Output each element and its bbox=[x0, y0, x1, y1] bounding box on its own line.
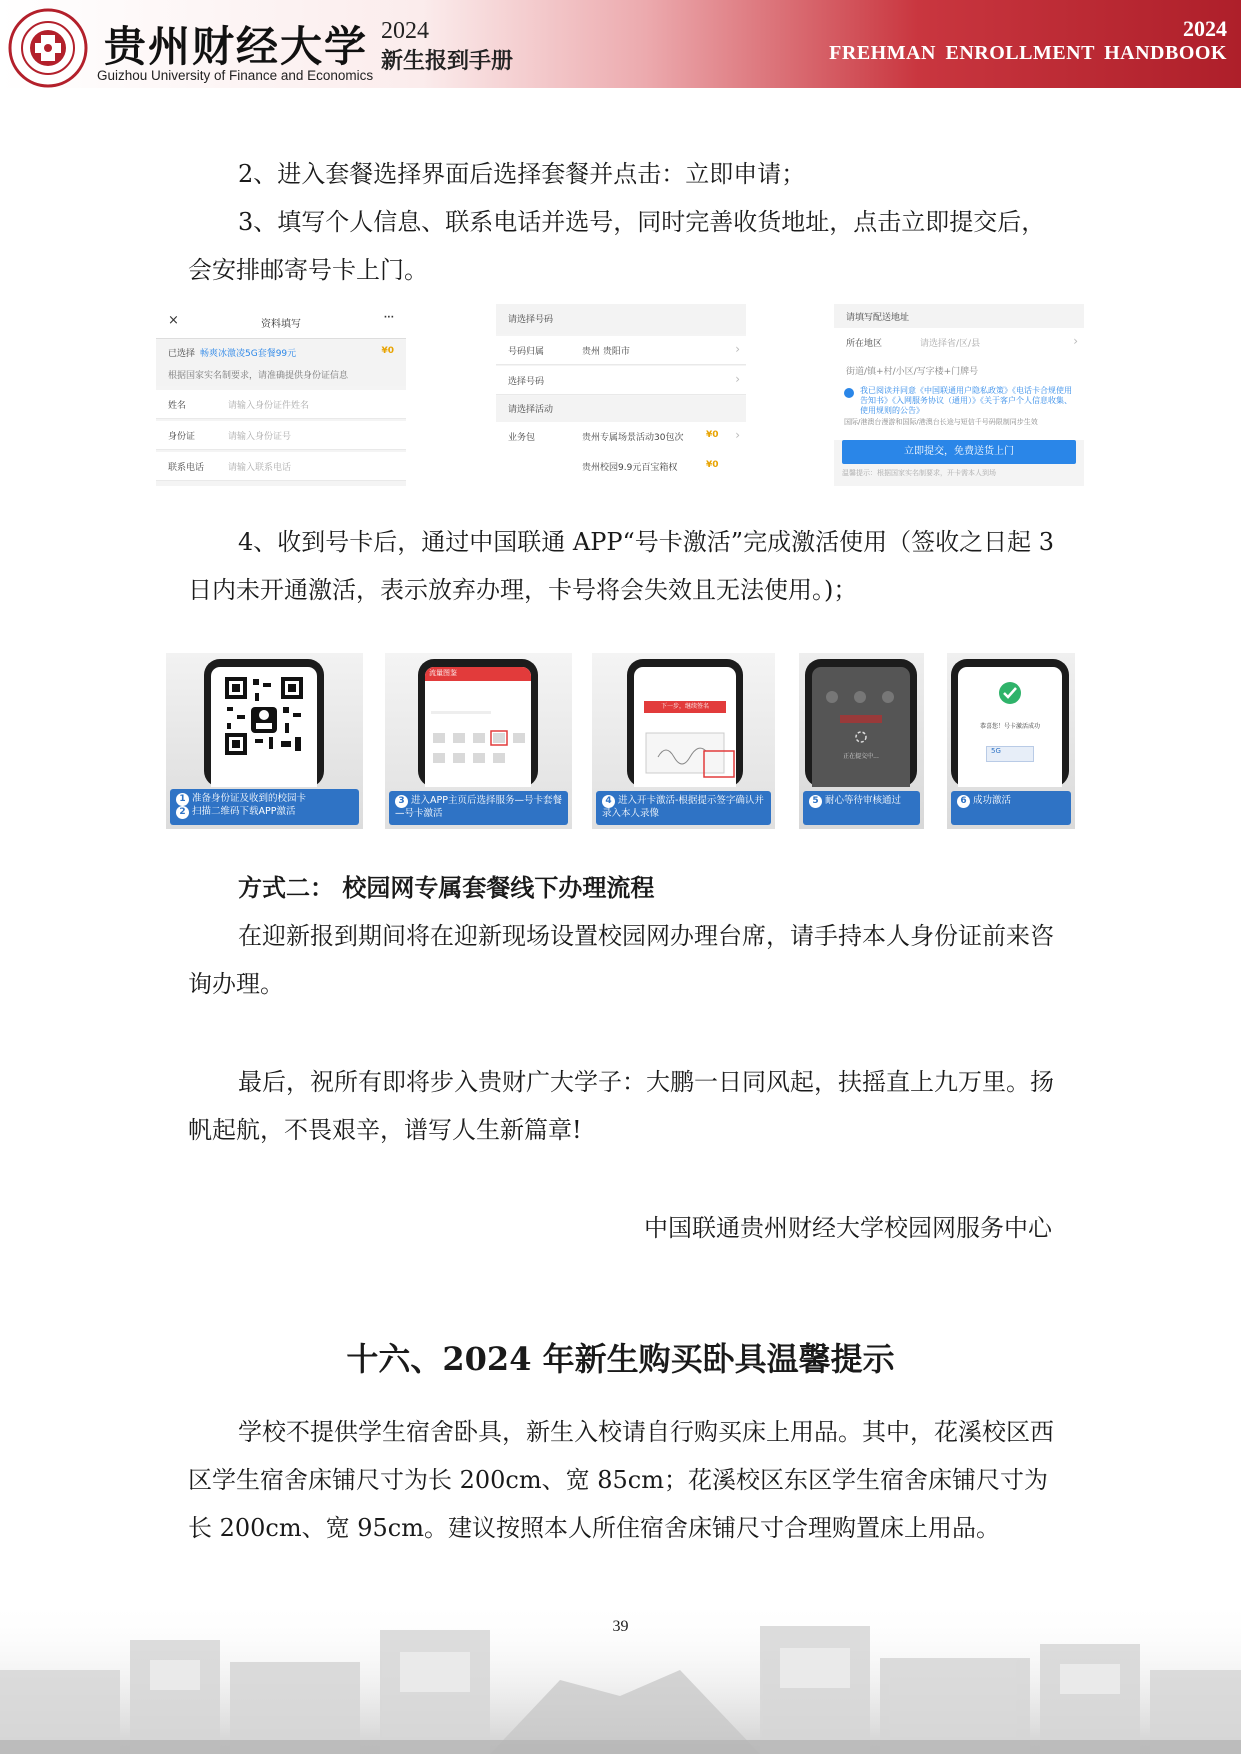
number-region-row[interactable] bbox=[496, 336, 746, 365]
university-seal-logo bbox=[8, 8, 88, 88]
number-section-header bbox=[496, 304, 746, 334]
signature-pad-icon bbox=[634, 713, 736, 783]
agreement-row[interactable] bbox=[834, 384, 1084, 440]
step-number: 4 bbox=[602, 795, 615, 808]
address-screenshot bbox=[834, 304, 1084, 486]
form-topbar bbox=[156, 304, 406, 339]
row-label: 选择号码 bbox=[508, 377, 545, 387]
field-label: 身份证 bbox=[168, 432, 196, 442]
selected-price: ¥0 bbox=[381, 346, 394, 356]
step-label bbox=[596, 791, 771, 825]
step-number: 1 bbox=[176, 793, 189, 806]
step-number: 2 bbox=[176, 806, 189, 819]
row-label: 号码归属 bbox=[508, 347, 545, 357]
step-text: 成功激活 bbox=[973, 795, 1012, 806]
biz-item-name: 贵州校园9.9元百宝箱权 bbox=[582, 463, 678, 473]
phone-frame bbox=[204, 659, 324, 787]
page-number: 39 bbox=[612, 1618, 629, 1635]
step-number: 5 bbox=[809, 795, 822, 808]
chevron-right-icon: › bbox=[1073, 334, 1078, 348]
success-check-icon bbox=[958, 667, 1062, 717]
step-3-text: 3、填写个人信息、联系电话并选号，同时完善收货地址，点击立即提交后，会安排邮寄号卡上门。 bbox=[188, 208, 1046, 284]
phone-frame bbox=[418, 659, 538, 787]
biz-item-price: ¥0 bbox=[706, 460, 719, 470]
form-field-phone[interactable] bbox=[156, 452, 406, 481]
bedding-text: 学校不提供学生宿舍卧具，新生入校请自行购买床上用品。其中，花溪校区西区学生宿舍床铺尺寸为长 200cm、宽 85cm；花溪校区东区学生宿舍床铺尺寸为长 200cm、宽 95cm。建议按照本人所住宿舍床铺尺寸合理购置床上用品。 bbox=[188, 1418, 1054, 1542]
address-section-header bbox=[834, 304, 1084, 328]
activation-step-6 bbox=[947, 653, 1075, 829]
chevron-right-icon: › bbox=[735, 428, 740, 442]
closing-text: 最后，祝所有即将步入贵财广大学子：大鹏一日同风起，扶摇直上九万里。扬帆起航，不畏艰辛，谱写人生新篇章! bbox=[188, 1068, 1054, 1144]
notice-row bbox=[156, 364, 406, 386]
university-name-cn: 贵州财经大学 bbox=[104, 22, 369, 71]
phone-frame bbox=[627, 659, 743, 787]
biz-package-row[interactable] bbox=[496, 422, 746, 486]
step-label bbox=[951, 791, 1071, 825]
biz-item-name: 贵州专属场景活动30包次 bbox=[582, 433, 684, 443]
check-icon[interactable] bbox=[844, 388, 854, 398]
phone-screen bbox=[211, 667, 317, 787]
activation-step-3 bbox=[385, 653, 572, 829]
phone-frame bbox=[805, 659, 917, 787]
notice-text: 根据国家实名制要求，请准确提供身份证信息 bbox=[168, 371, 349, 381]
chevron-right-icon: › bbox=[735, 372, 740, 386]
selected-plan-row bbox=[156, 340, 406, 364]
field-placeholder: 请输入身份证号 bbox=[228, 432, 292, 442]
step-number: 3 bbox=[395, 795, 408, 808]
agreement-note: 国际/港澳台漫游和国际/港澳台长途与短信千号码限制同步生效 bbox=[844, 418, 1038, 426]
field-label: 姓名 bbox=[168, 401, 187, 411]
form-field-name[interactable] bbox=[156, 390, 406, 419]
activity-section-header bbox=[496, 396, 746, 422]
signature: 中国联通贵州财经大学校园网服务中心 bbox=[644, 1214, 1052, 1242]
step-label bbox=[170, 789, 359, 825]
phone-screen bbox=[812, 667, 910, 787]
section-label: 请选择号码 bbox=[508, 315, 554, 325]
selected-plan: 畅爽冰激凌5G套餐99元 bbox=[200, 349, 297, 359]
activation-step-1 bbox=[166, 653, 363, 829]
number-screenshot bbox=[496, 304, 746, 486]
step-text: 进入开卡激活-根据提示签字确认并录入本人录像 bbox=[602, 795, 764, 819]
submit-button[interactable]: 立即提交，免费送货上门 bbox=[842, 440, 1076, 464]
form-title: 资料填写 bbox=[261, 319, 301, 330]
row-placeholder: 请选择省/区/县 bbox=[920, 339, 981, 349]
step-text: 准备身份证及收到的校园卡 bbox=[192, 793, 307, 804]
section-label: 请选择活动 bbox=[508, 405, 554, 415]
number-select-row[interactable] bbox=[496, 366, 746, 395]
next-sign-button: 下一步，继续签名 bbox=[644, 701, 726, 713]
header-right-year: 2024 bbox=[1183, 16, 1227, 41]
form-screenshot bbox=[156, 304, 406, 486]
app-tab-bar: 流量图鉴 bbox=[425, 667, 531, 681]
phone-screen bbox=[425, 667, 531, 787]
sim-card-icon: 5G bbox=[986, 746, 1034, 762]
step-text: 扫描二维码下载APP激活 bbox=[192, 806, 296, 817]
step-text: 耐心等待审核通过 bbox=[825, 795, 902, 806]
form-field-id[interactable] bbox=[156, 421, 406, 450]
phone-screen bbox=[958, 667, 1062, 787]
chevron-right-icon: › bbox=[735, 342, 740, 356]
university-name-en: Guizhou University of Finance and Economics bbox=[97, 68, 374, 83]
page-header bbox=[0, 0, 1241, 88]
selected-label: 已选择 bbox=[168, 349, 196, 359]
submitting-text: 正在提交中... bbox=[843, 753, 879, 760]
step-4-text: 4、收到号卡后，通过中国联通 APP“号卡激活”完成激活使用（签收之日起 3 日内未开通激活，表示放弃办理，卡号将会失效且无法使用。)； bbox=[188, 528, 1054, 604]
field-placeholder: 请输入身份证件姓名 bbox=[228, 401, 310, 411]
field-label: 联系电话 bbox=[168, 463, 205, 473]
step-number: 6 bbox=[957, 795, 970, 808]
success-text: 恭喜您！号卡激活成功 bbox=[979, 723, 1040, 730]
step-text: 进入APP主页后选择服务—号卡套餐—号卡激活 bbox=[395, 795, 562, 819]
agreement-text: 我已阅读并同意《中国联通用户隐私政策》《电话卡合规使用告知书》《入网服务协议（通用）》《关于客户个人信息收集、使用规则的公告》 bbox=[860, 386, 1072, 415]
row-label: 业务包 bbox=[508, 433, 536, 443]
review-progress-icon bbox=[812, 667, 910, 747]
header-right-title: FREHMAN ENROLLMENT HANDBOOK bbox=[829, 42, 1227, 64]
section-label: 请填写配送地址 bbox=[846, 313, 910, 323]
qr-code-icon bbox=[211, 667, 317, 777]
detail-placeholder: 街道/镇+村/小区/写字楼+门牌号 bbox=[846, 367, 979, 377]
handbook-year: 2024 bbox=[381, 18, 429, 44]
row-value: 贵州 贵阳市 bbox=[582, 347, 630, 357]
row-label: 所在地区 bbox=[846, 339, 883, 349]
biz-item-price: ¥0 bbox=[706, 430, 719, 440]
app-service-grid-icon bbox=[425, 681, 531, 771]
activation-step-5 bbox=[799, 653, 924, 829]
step-label bbox=[389, 791, 568, 825]
phone-screen bbox=[634, 667, 736, 787]
phone-frame bbox=[951, 659, 1069, 787]
more-icon: ··· bbox=[383, 313, 394, 323]
field-placeholder: 请输入联系电话 bbox=[228, 463, 292, 473]
address-detail-row[interactable] bbox=[834, 356, 1084, 385]
address-region-row[interactable] bbox=[834, 328, 1084, 357]
method-2-heading: 方式二： 校园网专属套餐线下办理流程 bbox=[238, 873, 655, 902]
step-2-text: 2、进入套餐选择界面后选择套餐并点击：立即申请； bbox=[238, 160, 806, 188]
method-2-text: 在迎新报到期间将在迎新现场设置校园网办理台席，请手持本人身份证前来咨询办理。 bbox=[188, 922, 1054, 998]
step-label bbox=[803, 791, 920, 825]
handbook-title: 新生报到手册 bbox=[381, 49, 514, 74]
activation-step-4 bbox=[592, 653, 775, 829]
section-title: 十六、2024 年新生购买卧具温馨提示 bbox=[346, 1340, 895, 1378]
close-icon: × bbox=[168, 313, 179, 328]
submit-footnote: 温馨提示：根据国家实名制要求，开卡需本人到场 bbox=[842, 469, 996, 477]
